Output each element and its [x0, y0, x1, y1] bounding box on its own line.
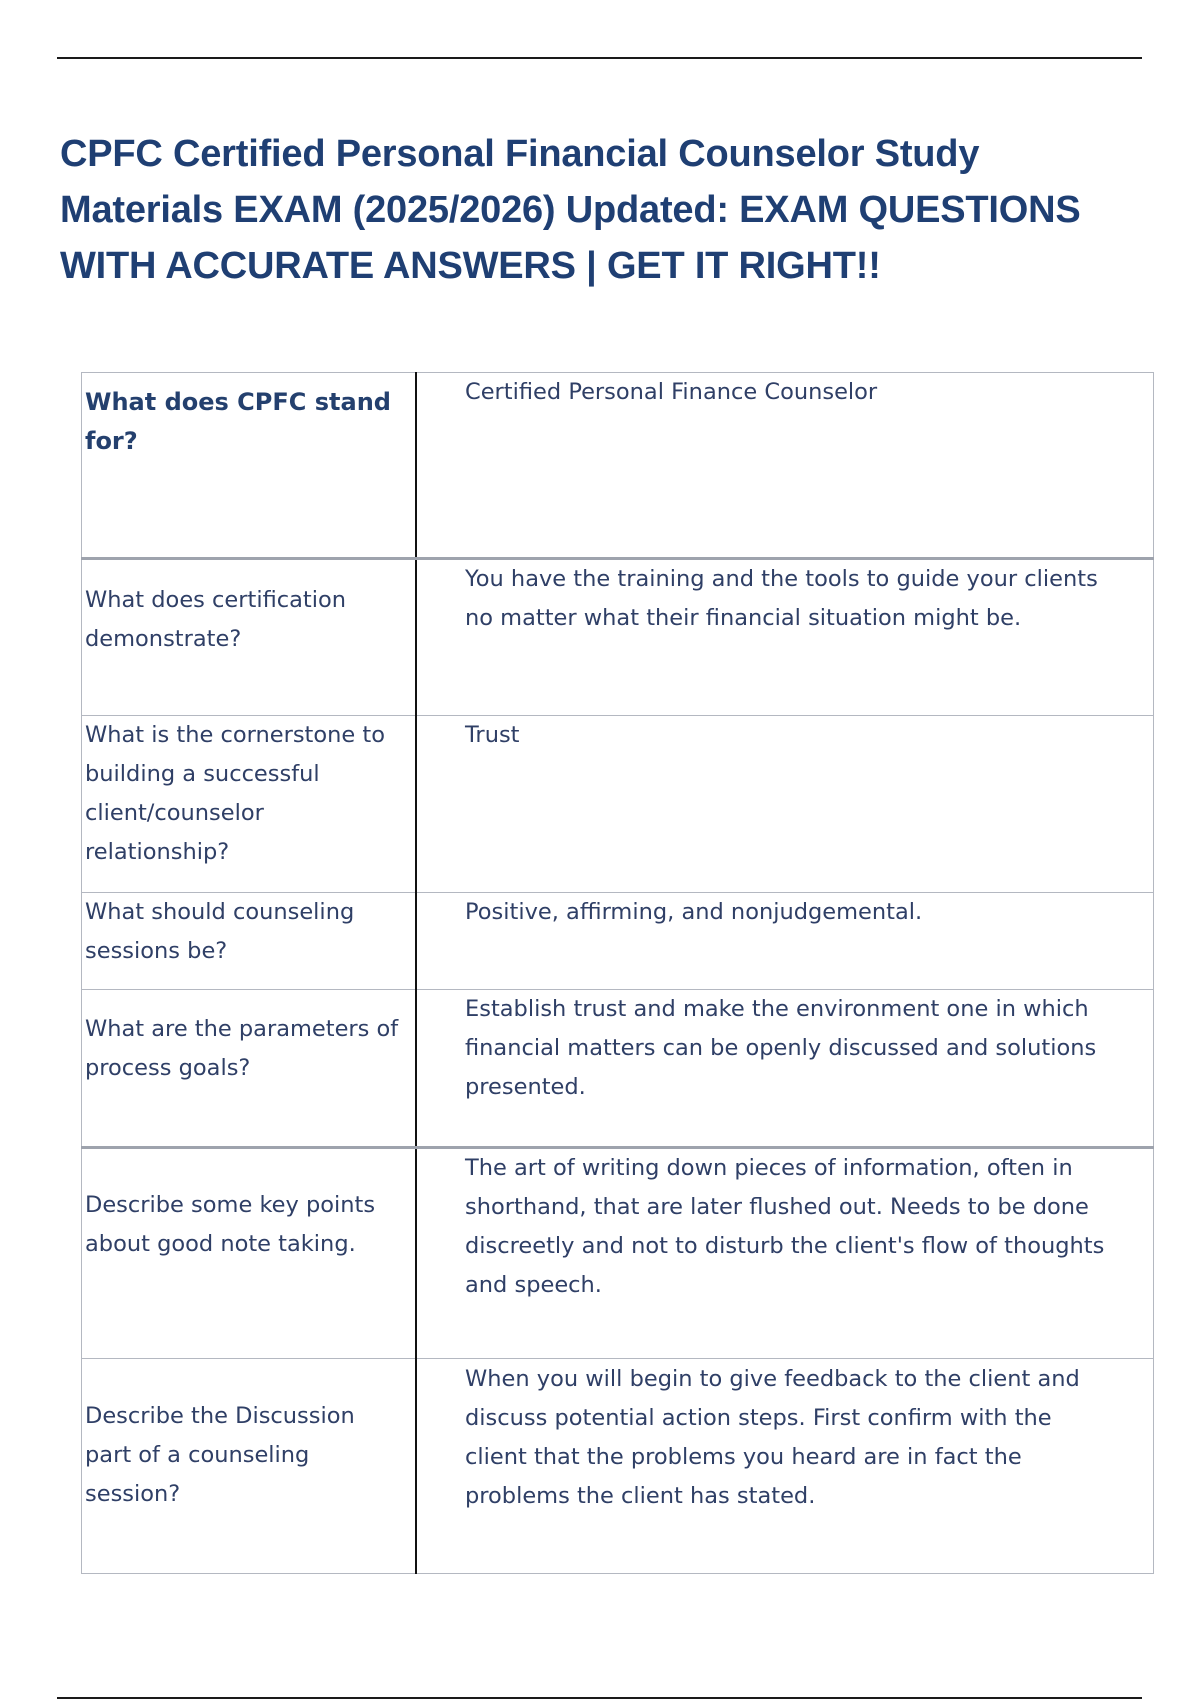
- table-row: [82, 893, 1154, 990]
- answer-cell: [416, 1359, 1154, 1574]
- table-row: [82, 1359, 1154, 1574]
- answer-text: You have the training and the tools to guide your clients no matter what their financial situation might be.: [465, 566, 1098, 631]
- question-cell: [82, 716, 417, 893]
- qa-table: [81, 372, 1154, 1574]
- table-row: [82, 990, 1154, 1148]
- answer-cell: [416, 990, 1154, 1148]
- question-cell: [82, 559, 417, 716]
- question-text: What are the parameters of process goals?: [85, 1016, 399, 1081]
- question-text: What does certification demonstrate?: [85, 587, 347, 652]
- answer-cell: [416, 1148, 1154, 1359]
- question-cell: [82, 1148, 417, 1359]
- answer-text: The art of writing down pieces of information, often in shorthand, that are later flushed out. Needs to be done discreetly and not to disturb the client's flow of thoughts and speech.: [465, 1155, 1105, 1298]
- answer-text: When you will begin to give feedback to the client and discuss potential action steps. First confirm with the client that the problems you heard are in fact the problems the client has stated.: [465, 1366, 1080, 1509]
- table-row: [82, 559, 1154, 716]
- table-row: [82, 1148, 1154, 1359]
- answer-text: Establish trust and make the environment one in which financial matters can be openly discussed and solutions presented.: [465, 996, 1097, 1100]
- question-text: What does CPFC stand for?: [85, 388, 391, 455]
- answer-cell: [416, 716, 1154, 893]
- question-text: What is the cornerstone to building a successful client/counselor relationship?: [85, 722, 385, 865]
- question-cell: [82, 990, 417, 1148]
- question-cell: [82, 893, 417, 990]
- question-text: What should counseling sessions be?: [85, 899, 355, 964]
- answer-text: Certified Personal Finance Counselor: [465, 379, 878, 405]
- answer-text: Trust: [465, 722, 520, 748]
- footer-rule: [57, 1697, 1142, 1699]
- table-row: [82, 373, 1154, 559]
- answer-cell: [416, 559, 1154, 716]
- answer-cell: [416, 893, 1154, 990]
- question-text: Describe some key points about good note taking.: [85, 1192, 376, 1257]
- question-text: Describe the Discussion part of a counseling session?: [85, 1403, 355, 1507]
- question-cell: [82, 1359, 417, 1574]
- table-row: [82, 716, 1154, 893]
- document-title: CPFC Certified Personal Financial Counselor Study Materials EXAM (2025/2026) Updated: EXAM QUESTIONS WITH ACCURATE ANSWERS | GET IT RIGHT!!: [60, 133, 1081, 287]
- question-cell: [82, 373, 417, 559]
- answer-text: Positive, affirming, and nonjudgemental.: [465, 899, 923, 925]
- answer-cell: [416, 373, 1154, 559]
- header-rule: [57, 57, 1142, 59]
